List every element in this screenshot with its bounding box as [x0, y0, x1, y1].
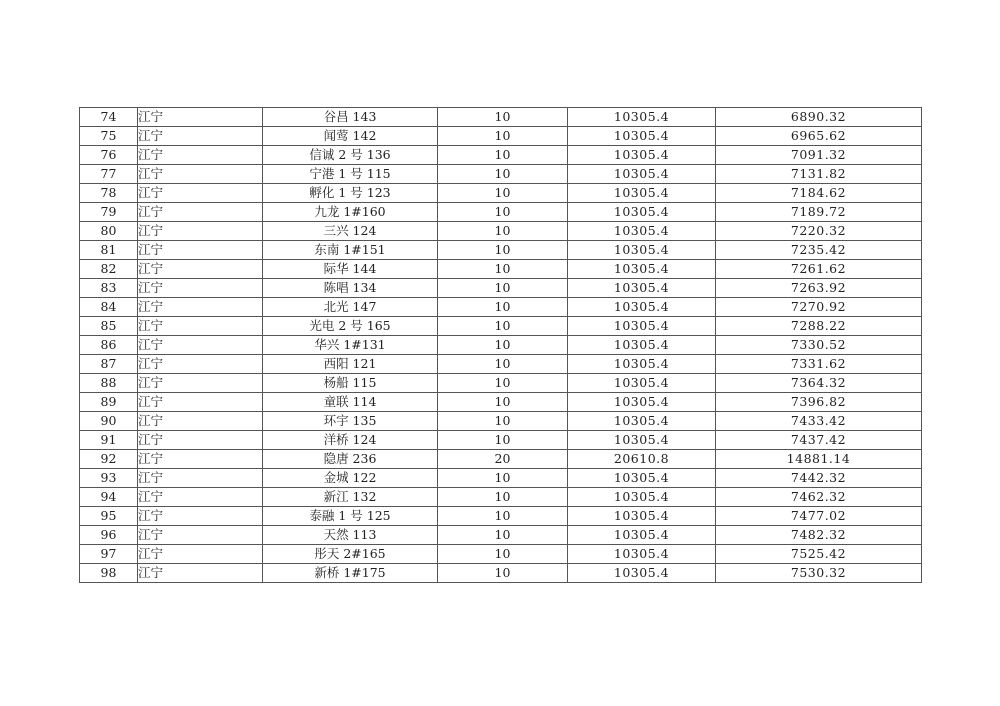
capacity-cell: 10	[438, 469, 568, 488]
value-cell: 7396.82	[716, 393, 922, 412]
amount-cell: 10305.4	[568, 564, 716, 583]
value-cell: 7364.32	[716, 374, 922, 393]
row-index-cell: 79	[80, 203, 138, 222]
station-name-cell: 西阳 121	[263, 355, 438, 374]
amount-cell: 10305.4	[568, 222, 716, 241]
amount-cell: 10305.4	[568, 469, 716, 488]
district-cell: 江宁	[138, 127, 263, 146]
district-cell: 江宁	[138, 374, 263, 393]
table-row	[80, 127, 922, 146]
station-name-cell: 杨船 115	[263, 374, 438, 393]
district-cell: 江宁	[138, 412, 263, 431]
capacity-cell: 10	[438, 146, 568, 165]
value-cell: 7261.62	[716, 260, 922, 279]
data-table	[79, 107, 922, 583]
table-row	[80, 374, 922, 393]
table-row	[80, 108, 922, 127]
capacity-cell: 10	[438, 526, 568, 545]
district-cell: 江宁	[138, 431, 263, 450]
capacity-cell: 10	[438, 222, 568, 241]
row-index-cell: 87	[80, 355, 138, 374]
station-name-cell: 华兴 1#131	[263, 336, 438, 355]
capacity-cell: 10	[438, 108, 568, 127]
row-index-cell: 83	[80, 279, 138, 298]
table-row	[80, 507, 922, 526]
table-row	[80, 184, 922, 203]
table-row	[80, 317, 922, 336]
amount-cell: 10305.4	[568, 545, 716, 564]
value-cell: 7288.22	[716, 317, 922, 336]
table-body	[80, 108, 922, 583]
value-cell: 7433.42	[716, 412, 922, 431]
capacity-cell: 10	[438, 165, 568, 184]
amount-cell: 10305.4	[568, 241, 716, 260]
value-cell: 6965.62	[716, 127, 922, 146]
table-row	[80, 222, 922, 241]
amount-cell: 10305.4	[568, 279, 716, 298]
capacity-cell: 10	[438, 431, 568, 450]
district-cell: 江宁	[138, 222, 263, 241]
table-row	[80, 260, 922, 279]
row-index-cell: 86	[80, 336, 138, 355]
table-row	[80, 355, 922, 374]
row-index-cell: 92	[80, 450, 138, 469]
district-cell: 江宁	[138, 469, 263, 488]
station-name-cell: 新江 132	[263, 488, 438, 507]
station-name-cell: 三兴 124	[263, 222, 438, 241]
row-index-cell: 91	[80, 431, 138, 450]
district-cell: 江宁	[138, 317, 263, 336]
row-index-cell: 81	[80, 241, 138, 260]
row-index-cell: 77	[80, 165, 138, 184]
capacity-cell: 10	[438, 412, 568, 431]
row-index-cell: 93	[80, 469, 138, 488]
value-cell: 7220.32	[716, 222, 922, 241]
station-name-cell: 洋桥 124	[263, 431, 438, 450]
value-cell: 7270.92	[716, 298, 922, 317]
table-row	[80, 241, 922, 260]
station-name-cell: 东南 1#151	[263, 241, 438, 260]
row-index-cell: 82	[80, 260, 138, 279]
value-cell: 7263.92	[716, 279, 922, 298]
amount-cell: 10305.4	[568, 355, 716, 374]
row-index-cell: 98	[80, 564, 138, 583]
district-cell: 江宁	[138, 450, 263, 469]
district-cell: 江宁	[138, 336, 263, 355]
district-cell: 江宁	[138, 146, 263, 165]
table-row	[80, 393, 922, 412]
district-cell: 江宁	[138, 355, 263, 374]
capacity-cell: 10	[438, 545, 568, 564]
amount-cell: 10305.4	[568, 412, 716, 431]
value-cell: 7462.32	[716, 488, 922, 507]
row-index-cell: 80	[80, 222, 138, 241]
station-name-cell: 光电 2 号 165	[263, 317, 438, 336]
amount-cell: 10305.4	[568, 165, 716, 184]
capacity-cell: 10	[438, 279, 568, 298]
station-name-cell: 九龙 1#160	[263, 203, 438, 222]
amount-cell: 10305.4	[568, 108, 716, 127]
value-cell: 7530.32	[716, 564, 922, 583]
station-name-cell: 彤天 2#165	[263, 545, 438, 564]
station-name-cell: 宁港 1 号 115	[263, 165, 438, 184]
row-index-cell: 88	[80, 374, 138, 393]
table-row	[80, 336, 922, 355]
amount-cell: 10305.4	[568, 507, 716, 526]
capacity-cell: 10	[438, 298, 568, 317]
station-name-cell: 际华 144	[263, 260, 438, 279]
value-cell: 7437.42	[716, 431, 922, 450]
district-cell: 江宁	[138, 526, 263, 545]
amount-cell: 10305.4	[568, 393, 716, 412]
district-cell: 江宁	[138, 203, 263, 222]
value-cell: 7442.32	[716, 469, 922, 488]
value-cell: 7131.82	[716, 165, 922, 184]
district-cell: 江宁	[138, 184, 263, 203]
value-cell: 7477.02	[716, 507, 922, 526]
station-name-cell: 金城 122	[263, 469, 438, 488]
value-cell: 7525.42	[716, 545, 922, 564]
capacity-cell: 10	[438, 564, 568, 583]
row-index-cell: 95	[80, 507, 138, 526]
value-cell: 7189.72	[716, 203, 922, 222]
district-cell: 江宁	[138, 393, 263, 412]
row-index-cell: 89	[80, 393, 138, 412]
amount-cell: 10305.4	[568, 336, 716, 355]
capacity-cell: 10	[438, 507, 568, 526]
value-cell: 7482.32	[716, 526, 922, 545]
district-cell: 江宁	[138, 488, 263, 507]
table-row	[80, 488, 922, 507]
row-index-cell: 85	[80, 317, 138, 336]
station-name-cell: 童联 114	[263, 393, 438, 412]
district-cell: 江宁	[138, 545, 263, 564]
amount-cell: 10305.4	[568, 260, 716, 279]
station-name-cell: 天然 113	[263, 526, 438, 545]
station-name-cell: 泰融 1 号 125	[263, 507, 438, 526]
amount-cell: 10305.4	[568, 127, 716, 146]
table-row	[80, 146, 922, 165]
amount-cell: 10305.4	[568, 374, 716, 393]
station-name-cell: 信诚 2 号 136	[263, 146, 438, 165]
table-row	[80, 450, 922, 469]
capacity-cell: 10	[438, 488, 568, 507]
district-cell: 江宁	[138, 507, 263, 526]
table-row	[80, 431, 922, 450]
table-row	[80, 279, 922, 298]
amount-cell: 10305.4	[568, 526, 716, 545]
district-cell: 江宁	[138, 298, 263, 317]
capacity-cell: 10	[438, 203, 568, 222]
capacity-cell: 10	[438, 184, 568, 203]
station-name-cell: 谷昌 143	[263, 108, 438, 127]
district-cell: 江宁	[138, 260, 263, 279]
table-row	[80, 545, 922, 564]
capacity-cell: 10	[438, 336, 568, 355]
district-cell: 江宁	[138, 165, 263, 184]
row-index-cell: 78	[80, 184, 138, 203]
district-cell: 江宁	[138, 279, 263, 298]
amount-cell: 10305.4	[568, 488, 716, 507]
capacity-cell: 10	[438, 393, 568, 412]
row-index-cell: 94	[80, 488, 138, 507]
amount-cell: 10305.4	[568, 184, 716, 203]
table-row	[80, 469, 922, 488]
row-index-cell: 75	[80, 127, 138, 146]
amount-cell: 10305.4	[568, 203, 716, 222]
amount-cell: 20610.8	[568, 450, 716, 469]
value-cell: 6890.32	[716, 108, 922, 127]
table-row	[80, 203, 922, 222]
value-cell: 7091.32	[716, 146, 922, 165]
capacity-cell: 10	[438, 355, 568, 374]
value-cell: 7330.52	[716, 336, 922, 355]
capacity-cell: 10	[438, 317, 568, 336]
station-name-cell: 环宇 135	[263, 412, 438, 431]
capacity-cell: 10	[438, 374, 568, 393]
table-row	[80, 412, 922, 431]
value-cell: 7235.42	[716, 241, 922, 260]
value-cell: 7184.62	[716, 184, 922, 203]
district-cell: 江宁	[138, 564, 263, 583]
capacity-cell: 20	[438, 450, 568, 469]
station-name-cell: 闻莺 142	[263, 127, 438, 146]
capacity-cell: 10	[438, 260, 568, 279]
station-name-cell: 孵化 1 号 123	[263, 184, 438, 203]
value-cell: 14881.14	[716, 450, 922, 469]
amount-cell: 10305.4	[568, 298, 716, 317]
amount-cell: 10305.4	[568, 317, 716, 336]
amount-cell: 10305.4	[568, 431, 716, 450]
row-index-cell: 84	[80, 298, 138, 317]
station-name-cell: 隐唐 236	[263, 450, 438, 469]
station-name-cell: 陈唱 134	[263, 279, 438, 298]
district-cell: 江宁	[138, 241, 263, 260]
value-cell: 7331.62	[716, 355, 922, 374]
capacity-cell: 10	[438, 127, 568, 146]
table-row	[80, 526, 922, 545]
row-index-cell: 97	[80, 545, 138, 564]
table-row	[80, 165, 922, 184]
row-index-cell: 96	[80, 526, 138, 545]
row-index-cell: 74	[80, 108, 138, 127]
table-row	[80, 298, 922, 317]
station-name-cell: 北光 147	[263, 298, 438, 317]
amount-cell: 10305.4	[568, 146, 716, 165]
district-cell: 江宁	[138, 108, 263, 127]
table-row	[80, 564, 922, 583]
row-index-cell: 90	[80, 412, 138, 431]
station-name-cell: 新桥 1#175	[263, 564, 438, 583]
row-index-cell: 76	[80, 146, 138, 165]
capacity-cell: 10	[438, 241, 568, 260]
